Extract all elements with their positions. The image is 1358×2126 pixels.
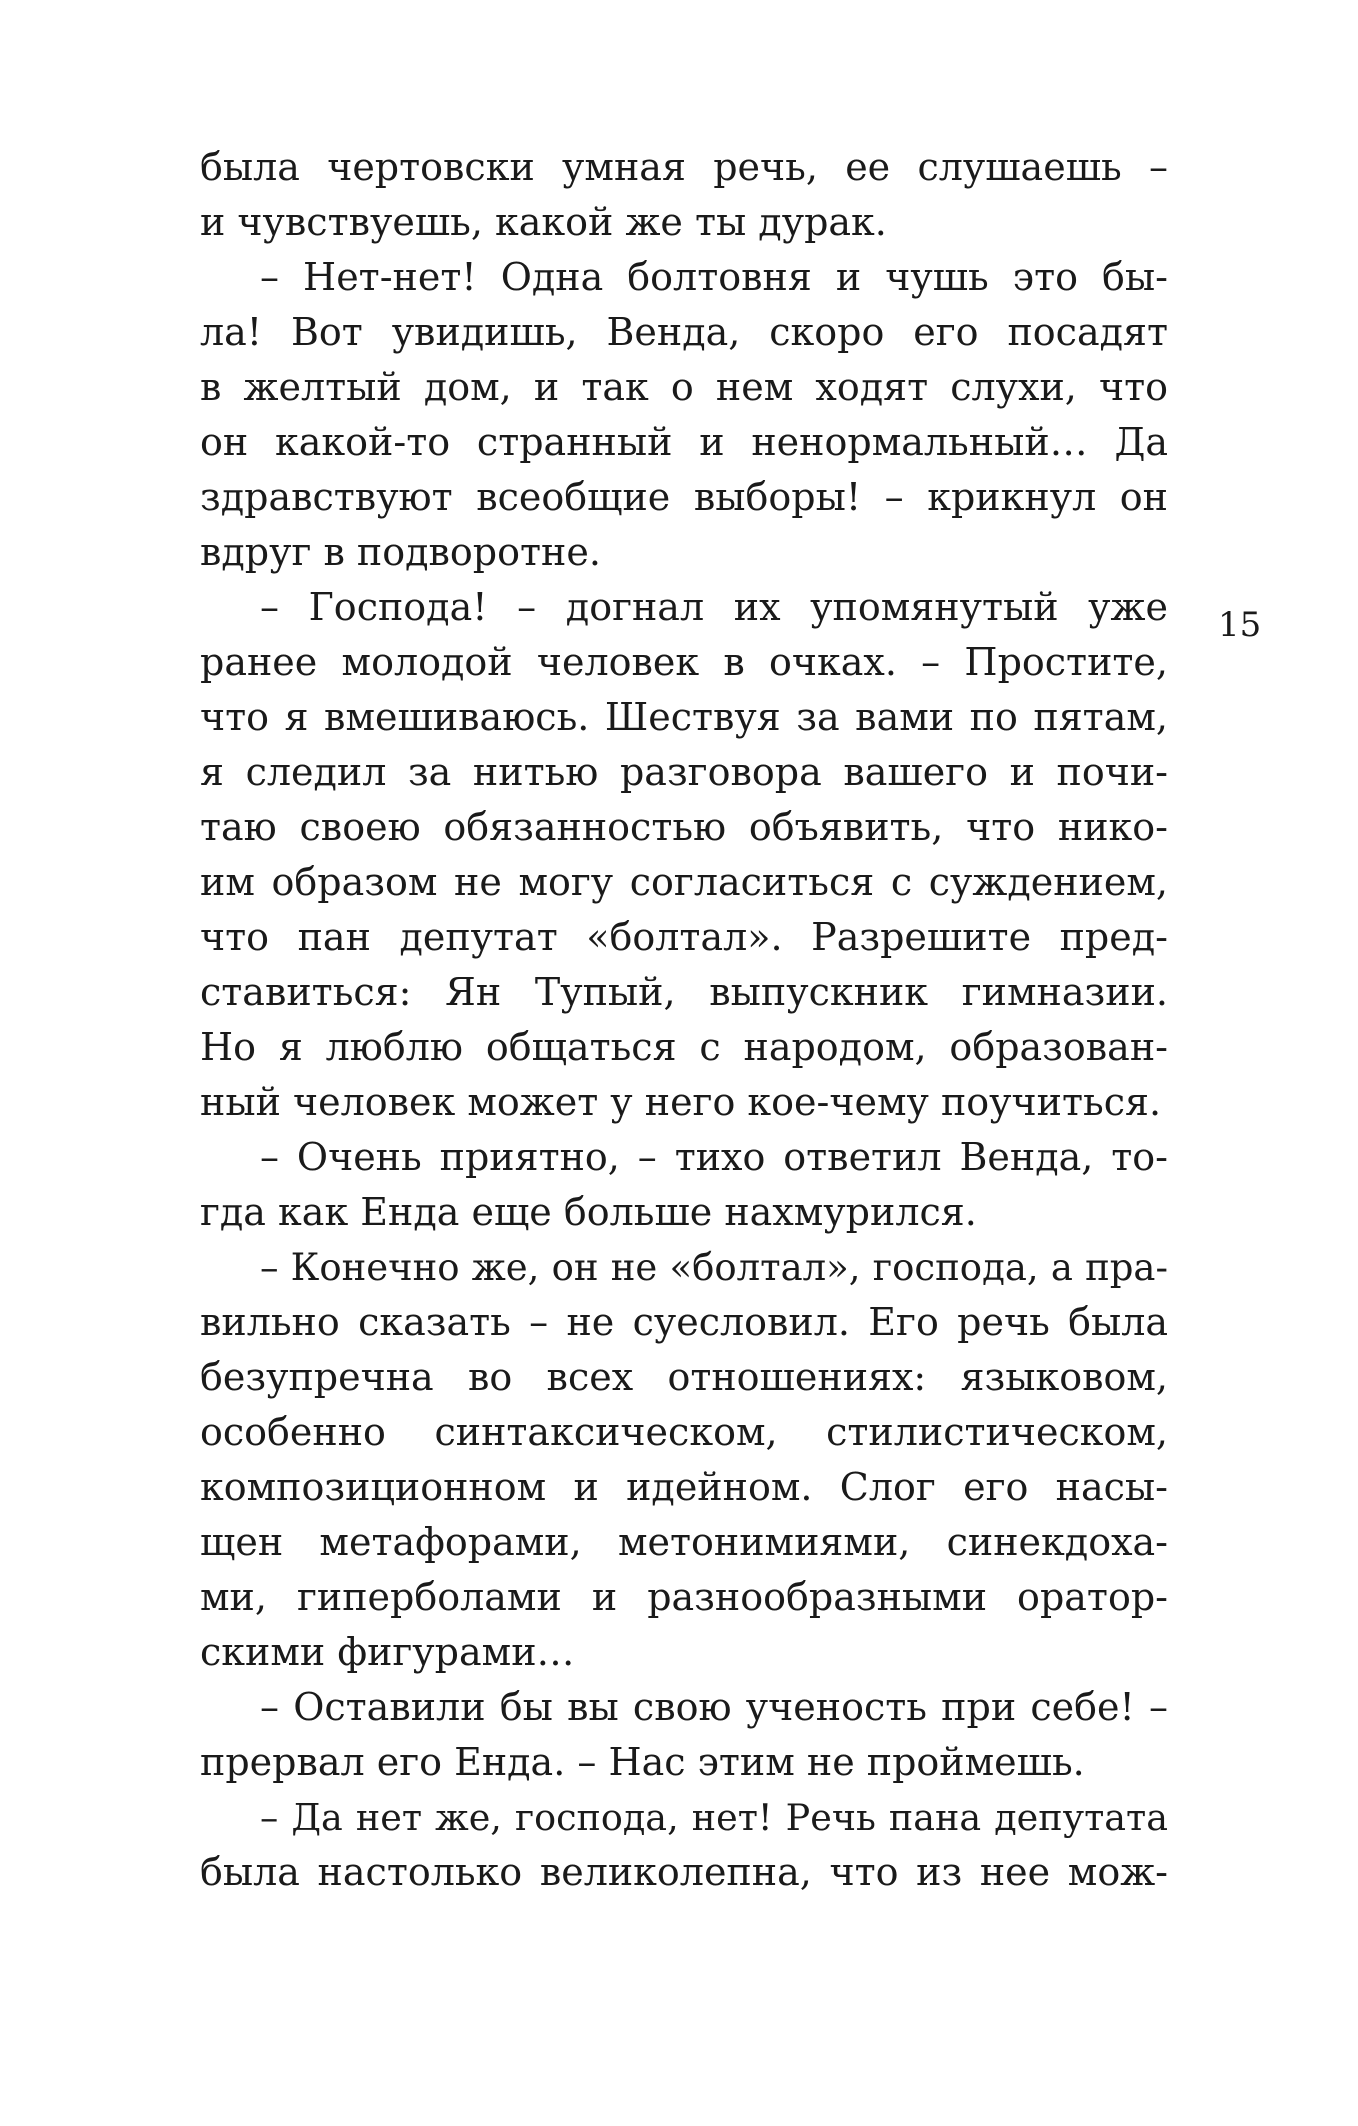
text-line: гда как Енда еще больше нахмурился.: [200, 1190, 977, 1234]
text-line: ный человек может у него кое-чему поучиться.: [200, 1080, 1162, 1124]
text-line: им образом не могу согласиться с суждением,: [200, 860, 1168, 904]
body-text: [200, 140, 1168, 1900]
text-line: – Господа! – догнал их упомянутый уже: [260, 585, 1168, 629]
text-line: – Да нет же, господа, нет! Речь пана депутата: [260, 1796, 1168, 1839]
text-line: Но я люблю общаться с народом, образован-: [200, 1025, 1168, 1069]
text-line: вильно сказать – не суесловил. Его речь была: [200, 1300, 1168, 1344]
text-line: ла! Вот увидишь, Венда, скоро его посадят: [200, 310, 1168, 354]
text-line: что пан депутат «болтал». Разрешите пред-: [200, 915, 1168, 959]
text-line: в желтый дом, и так о нем ходят слухи, что: [200, 365, 1168, 409]
text-line: прервал его Енда. – Нас этим не проймешь.: [200, 1740, 1085, 1784]
text-line: ставиться: Ян Тупый, выпускник гимназии.: [200, 970, 1168, 1014]
text-line: была чертовски умная речь, ее слушаешь –: [200, 145, 1168, 189]
text-line: – Оставили бы вы свою ученость при себе! –: [260, 1685, 1168, 1729]
text-line: скими фигурами…: [200, 1630, 575, 1674]
text-line: композиционном и идейном. Слог его насы-: [200, 1465, 1168, 1509]
text-line: была настолько великолепна, что из нее мож-: [200, 1850, 1168, 1894]
text-line: здравствуют всеобщие выборы! – крикнул он: [200, 475, 1168, 519]
text-line: безупречна во всех отношениях: языковом,: [200, 1355, 1168, 1399]
text-line: вдруг в подворотне.: [200, 530, 601, 574]
text-line: таю своею обязанностью объявить, что нико-: [200, 805, 1168, 849]
text-line: – Нет-нет! Одна болтовня и чушь это бы-: [260, 255, 1168, 299]
page-number: 15: [1218, 605, 1262, 645]
text-line: ми, гиперболами и разнообразными оратор-: [200, 1575, 1168, 1619]
text-line: особенно синтаксическом, стилистическом,: [200, 1410, 1168, 1454]
text-line: он какой-то странный и ненормальный… Да: [200, 420, 1168, 464]
text-line: я следил за нитью разговора вашего и почи-: [200, 750, 1168, 794]
text-line: – Очень приятно, – тихо ответил Венда, то-: [260, 1135, 1168, 1179]
text-line: и чувствуешь, какой же ты дурак.: [200, 200, 887, 244]
text-line: щен метафорами, метонимиями, синекдоха-: [200, 1520, 1168, 1564]
text-line: – Конечно же, он не «болтал», господа, а пра-: [260, 1246, 1168, 1289]
text-line: ранее молодой человек в очках. – Простите,: [200, 640, 1168, 684]
text-line: что я вмешиваюсь. Шествуя за вами по пятам,: [200, 695, 1168, 739]
